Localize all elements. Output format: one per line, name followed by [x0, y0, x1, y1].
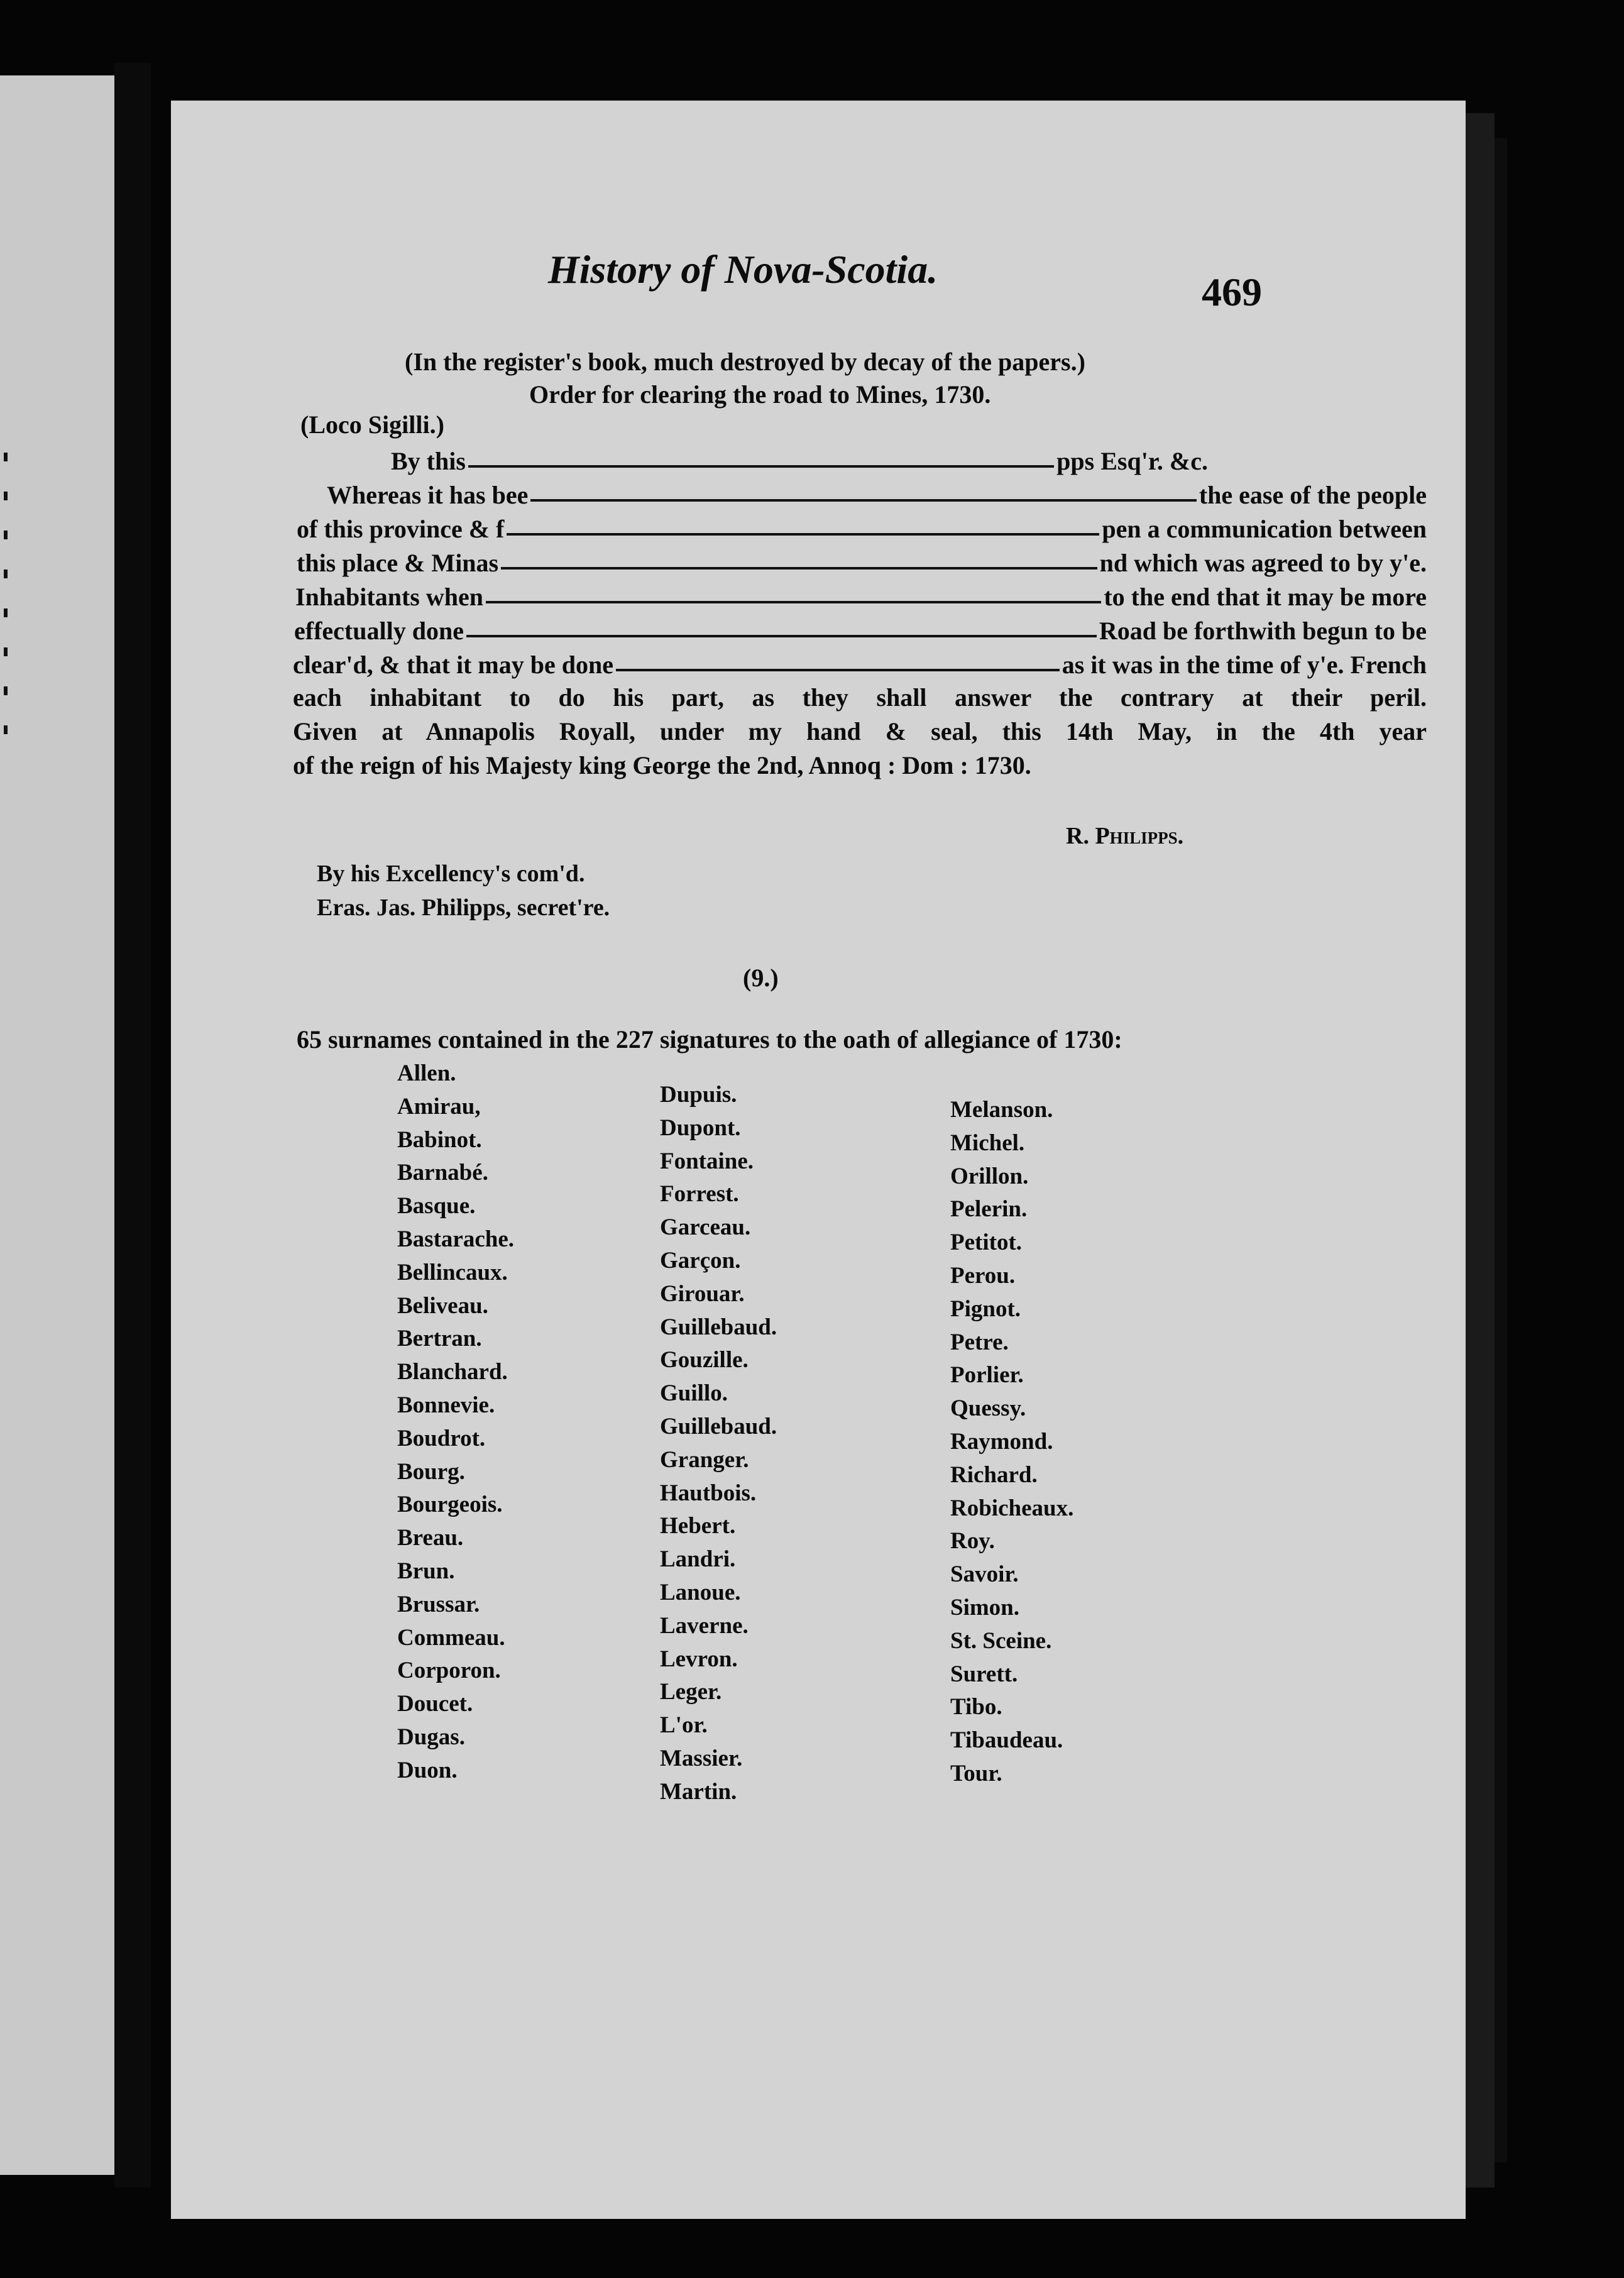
order-line-left: of this province & f — [297, 515, 505, 543]
order-line-right: to the end that it may be more — [1104, 583, 1427, 611]
surname: Guillo. — [660, 1380, 728, 1407]
surname: Duon. — [397, 1757, 458, 1783]
surname: Corporon. — [397, 1658, 501, 1684]
surname: Simon. — [950, 1594, 1020, 1620]
order-line-left: Inhabitants when — [295, 583, 484, 611]
surname: Landri. — [660, 1546, 736, 1573]
surname: Bellincaux. — [397, 1259, 508, 1285]
order-line-right: Road be forthwith begun to be — [1099, 617, 1427, 645]
surname: Garçon. — [660, 1247, 741, 1274]
surname: L'or. — [660, 1712, 708, 1739]
surname: Bonnevie. — [397, 1392, 495, 1418]
order-line — [293, 650, 1427, 680]
order-line-right: nd which was agreed to by y'e. — [1099, 549, 1427, 577]
surname: St. Sceine. — [950, 1627, 1052, 1654]
surname: Richard. — [950, 1461, 1038, 1488]
surname: Tibo. — [950, 1694, 1002, 1720]
surname: Perou. — [950, 1262, 1016, 1289]
surname: Boudrot. — [397, 1425, 486, 1451]
surname: Leger. — [660, 1679, 722, 1705]
surname: Granger. — [660, 1446, 749, 1473]
surname: Hebert. — [660, 1513, 736, 1539]
signature-name: R. Philipps. — [1066, 823, 1184, 849]
surname: Savoir. — [950, 1561, 1019, 1588]
section-heading: 65 surnames contained in the 227 signatures to the oath of allegiance of 1730: — [297, 1025, 1122, 1054]
order-line-left: effectually done — [294, 617, 464, 645]
page-number: 469 — [1202, 270, 1262, 314]
dash-rule — [501, 567, 1097, 570]
order-line — [297, 548, 1427, 578]
order-line-right: as it was in the time of y'e. French — [1062, 651, 1427, 679]
surname: Bourg. — [397, 1458, 465, 1485]
dash-rule — [507, 533, 1099, 536]
surname: Dupuis. — [660, 1082, 737, 1108]
surname: Petre. — [950, 1329, 1009, 1355]
surname: Guillebaud. — [660, 1413, 777, 1439]
surname: Levron. — [660, 1646, 738, 1672]
surname: Commeau. — [397, 1624, 505, 1651]
order-line-left: clear'd, & that it may be done — [293, 651, 613, 679]
surname: Girouar. — [660, 1280, 745, 1307]
surname: Martin. — [660, 1778, 737, 1805]
surname: Dupont. — [660, 1114, 741, 1141]
order-line — [295, 582, 1427, 612]
surname: Roy. — [950, 1528, 995, 1554]
order-line — [391, 446, 1334, 476]
order-line-left: this place & Minas — [297, 549, 499, 577]
surname: Breau. — [397, 1525, 464, 1551]
surname: Barnabé. — [397, 1160, 488, 1186]
surname: Pignot. — [950, 1296, 1021, 1322]
surname: Massier. — [660, 1745, 743, 1771]
dash-rule — [616, 669, 1060, 671]
signature-by-line: By his Excellency's com'd. — [317, 861, 585, 887]
dash-rule — [468, 465, 1054, 468]
surname: Gouzille. — [660, 1347, 749, 1373]
surname: Fontaine. — [660, 1148, 754, 1174]
surname: Hautbois. — [660, 1480, 757, 1506]
running-header: History of Nova-Scotia. — [547, 247, 938, 292]
order-line-right: the ease of the people — [1199, 481, 1427, 509]
book-gutter — [114, 63, 151, 2187]
order-line — [294, 616, 1427, 646]
order-title: Order for clearing the road to Mines, 1730. — [529, 380, 991, 409]
section-number: (9.) — [743, 964, 779, 992]
page-edge-shadow-outer — [1495, 138, 1507, 2162]
order-line — [297, 514, 1427, 544]
surname: Lanoue. — [660, 1579, 741, 1605]
surname: Allen. — [397, 1060, 456, 1086]
dash-rule — [530, 499, 1196, 502]
order-text-line: Given at Annapolis Royall, under my hand & seal, this 14th May, in the 4th year — [293, 717, 1427, 746]
surname: Pelerin. — [950, 1196, 1028, 1223]
left-page-edge — [0, 75, 114, 2175]
book-page — [171, 101, 1466, 2219]
surname: Laverne. — [660, 1612, 749, 1639]
order-line-right: pps Esq'r. &c. — [1056, 447, 1208, 475]
surname-column-2 — [660, 1079, 777, 1809]
surname: Bertran. — [397, 1326, 482, 1352]
surname: Tibaudeau. — [950, 1727, 1063, 1754]
surname: Amirau, — [397, 1093, 481, 1120]
surname: Tour. — [950, 1760, 1002, 1786]
margin-marks — [4, 453, 14, 767]
surname: Porlier. — [950, 1362, 1024, 1389]
surname: Beliveau. — [397, 1292, 488, 1319]
surname: Melanson. — [950, 1097, 1053, 1123]
surname: Bastarache. — [397, 1226, 514, 1252]
loco-sigilli: (Loco Sigilli.) — [300, 410, 444, 439]
surname: Doucet. — [397, 1691, 473, 1717]
order-line-left: Whereas it has bee — [327, 481, 529, 509]
surname: Blanchard. — [397, 1359, 508, 1385]
dash-rule — [466, 635, 1097, 637]
surname: Michel. — [950, 1130, 1025, 1156]
dash-rule — [486, 601, 1101, 603]
surname: Forrest. — [660, 1181, 739, 1208]
surname: Orillon. — [950, 1163, 1029, 1189]
surname: Robicheaux. — [950, 1495, 1074, 1521]
surname: Petitot. — [950, 1230, 1023, 1256]
surname-column-3 — [950, 1094, 1073, 1791]
surname: Brussar. — [397, 1591, 480, 1617]
surname: Garceau. — [660, 1214, 751, 1241]
signature-secretary: Eras. Jas. Philipps, secret're. — [317, 894, 610, 921]
surname: Brun. — [397, 1558, 455, 1584]
surname: Babinot. — [397, 1126, 482, 1153]
surname: Guillebaud. — [660, 1314, 777, 1340]
surname: Bourgeois. — [397, 1492, 503, 1518]
order-line-right: pen a communication between — [1102, 515, 1427, 543]
surname: Dugas. — [397, 1724, 465, 1750]
order-line — [327, 480, 1427, 510]
surname: Surett. — [950, 1661, 1018, 1687]
register-note: (In the register's book, much destroyed by decay of the papers.) — [405, 348, 1085, 376]
page-edge-shadow — [1466, 113, 1495, 2187]
order-text-line: of the reign of his Majesty king George the 2nd, Annoq : Dom : 1730. — [293, 751, 1031, 779]
surname: Basque. — [397, 1193, 476, 1219]
order-line-left: By this — [391, 447, 466, 475]
surname: Raymond. — [950, 1428, 1053, 1455]
order-text-line: each inhabitant to do his part, as they shall answer the contrary at their peril. — [293, 683, 1427, 712]
surname: Quessy. — [950, 1395, 1026, 1422]
surname-column-1 — [397, 1057, 514, 1788]
